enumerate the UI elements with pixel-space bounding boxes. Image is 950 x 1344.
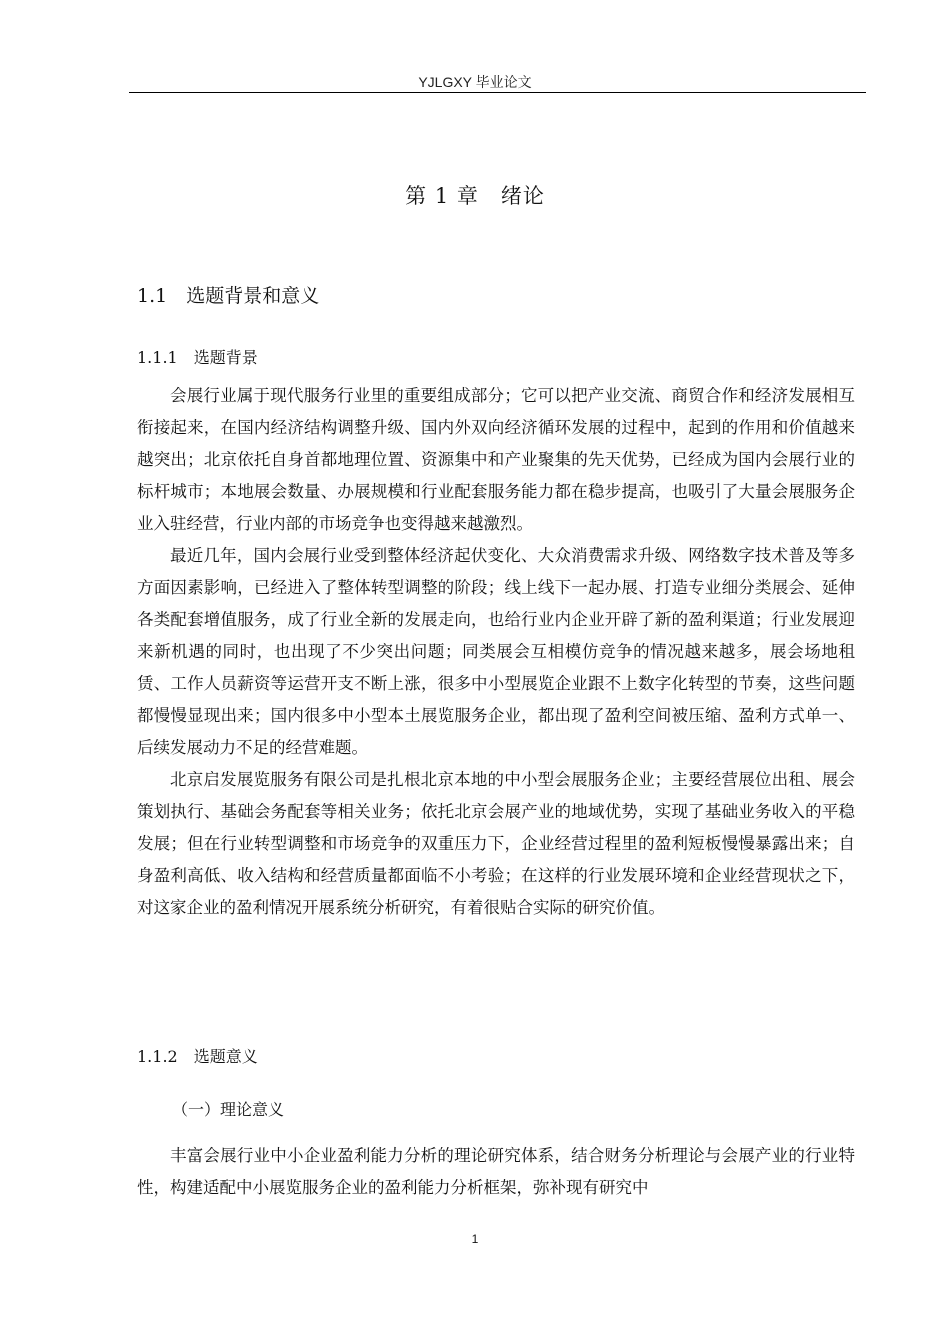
paragraph: 会展行业属于现代服务行业里的重要组成部分；它可以把产业交流、商贸合作和经济发展相互衔接起来，在国内经济结构调整升级、国内外双向经济循环发展的过程中，起到的作用和价值越来越突出；北京依托自身首都地理位置、资源集中和产业聚集的先天优势，已经成为国内会展行业的标杆城市；本地展会数量、办展规模和行业配套服务能力都在稳步提高，也吸引了大量会展服务企业入驻经营，行业内部的市场竞争也变得越来越激烈。 (137, 386, 855, 533)
paragraph: 最近几年，国内会展行业受到整体经济起伏变化、大众消费需求升级、网络数字技术普及等多方面因素影响，已经进入了整体转型调整的阶段；线上线下一起办展、打造专业细分类展会、延伸各类配套增值服务，成了行业全新的发展走向，也给行业内企业开辟了新的盈利渠道；行业发展迎来新机遇的同时，也出现了不少突出问题；同类展会互相模仿竞争的情况越来越多，展会场地租赁、工作人员薪资等运营开支不断上涨，很多中小型展览企业跟不上数字化转型的节奏，这些问题都慢慢显现出来；国内很多中小型本土展览服务企业，都出现了盈利空间被压缩、盈利方式单一、后续发展动力不足的经营难题。 (137, 546, 855, 757)
header-rule (129, 92, 866, 93)
sub-heading-theory: （一）理论意义 (172, 1100, 285, 1119)
theory-body (137, 1140, 855, 1204)
chapter-title: 第 1 章 绪论 (405, 184, 545, 208)
paragraph: 北京启发展览服务有限公司是扎根北京本地的中小型会展服务企业；主要经营展位出租、展会策划执行、基础会务配套等相关业务；依托北京会展产业的地域优势，实现了基础业务收入的平稳发展；但在行业转型调整和市场竞争的双重压力下，企业经营过程里的盈利短板慢慢暴露出来；自身盈利高低、收入结构和经营质量都面临不小考验；在这样的行业发展环境和企业经营现状之下，对这家企业的盈利情况开展系统分析研究，有着很贴合实际的研究价值。 (137, 770, 855, 917)
background-body (137, 380, 855, 924)
section-heading-1-1-2: 1.1.2 选题意义 (137, 1047, 258, 1066)
page-number: 1 (471, 1232, 479, 1246)
paragraph: 丰富会展行业中小企业盈利能力分析的理论研究体系，结合财务分析理论与会展产业的行业特性，构建适配中小展览服务企业的盈利能力分析框架，弥补现有研究中 (137, 1146, 855, 1197)
section-heading-1-1: 1.1 选题背景和意义 (137, 285, 320, 307)
section-heading-1-1-1: 1.1.1 选题背景 (137, 348, 258, 367)
page-header: YJLGXY 毕业论文 (418, 74, 532, 90)
